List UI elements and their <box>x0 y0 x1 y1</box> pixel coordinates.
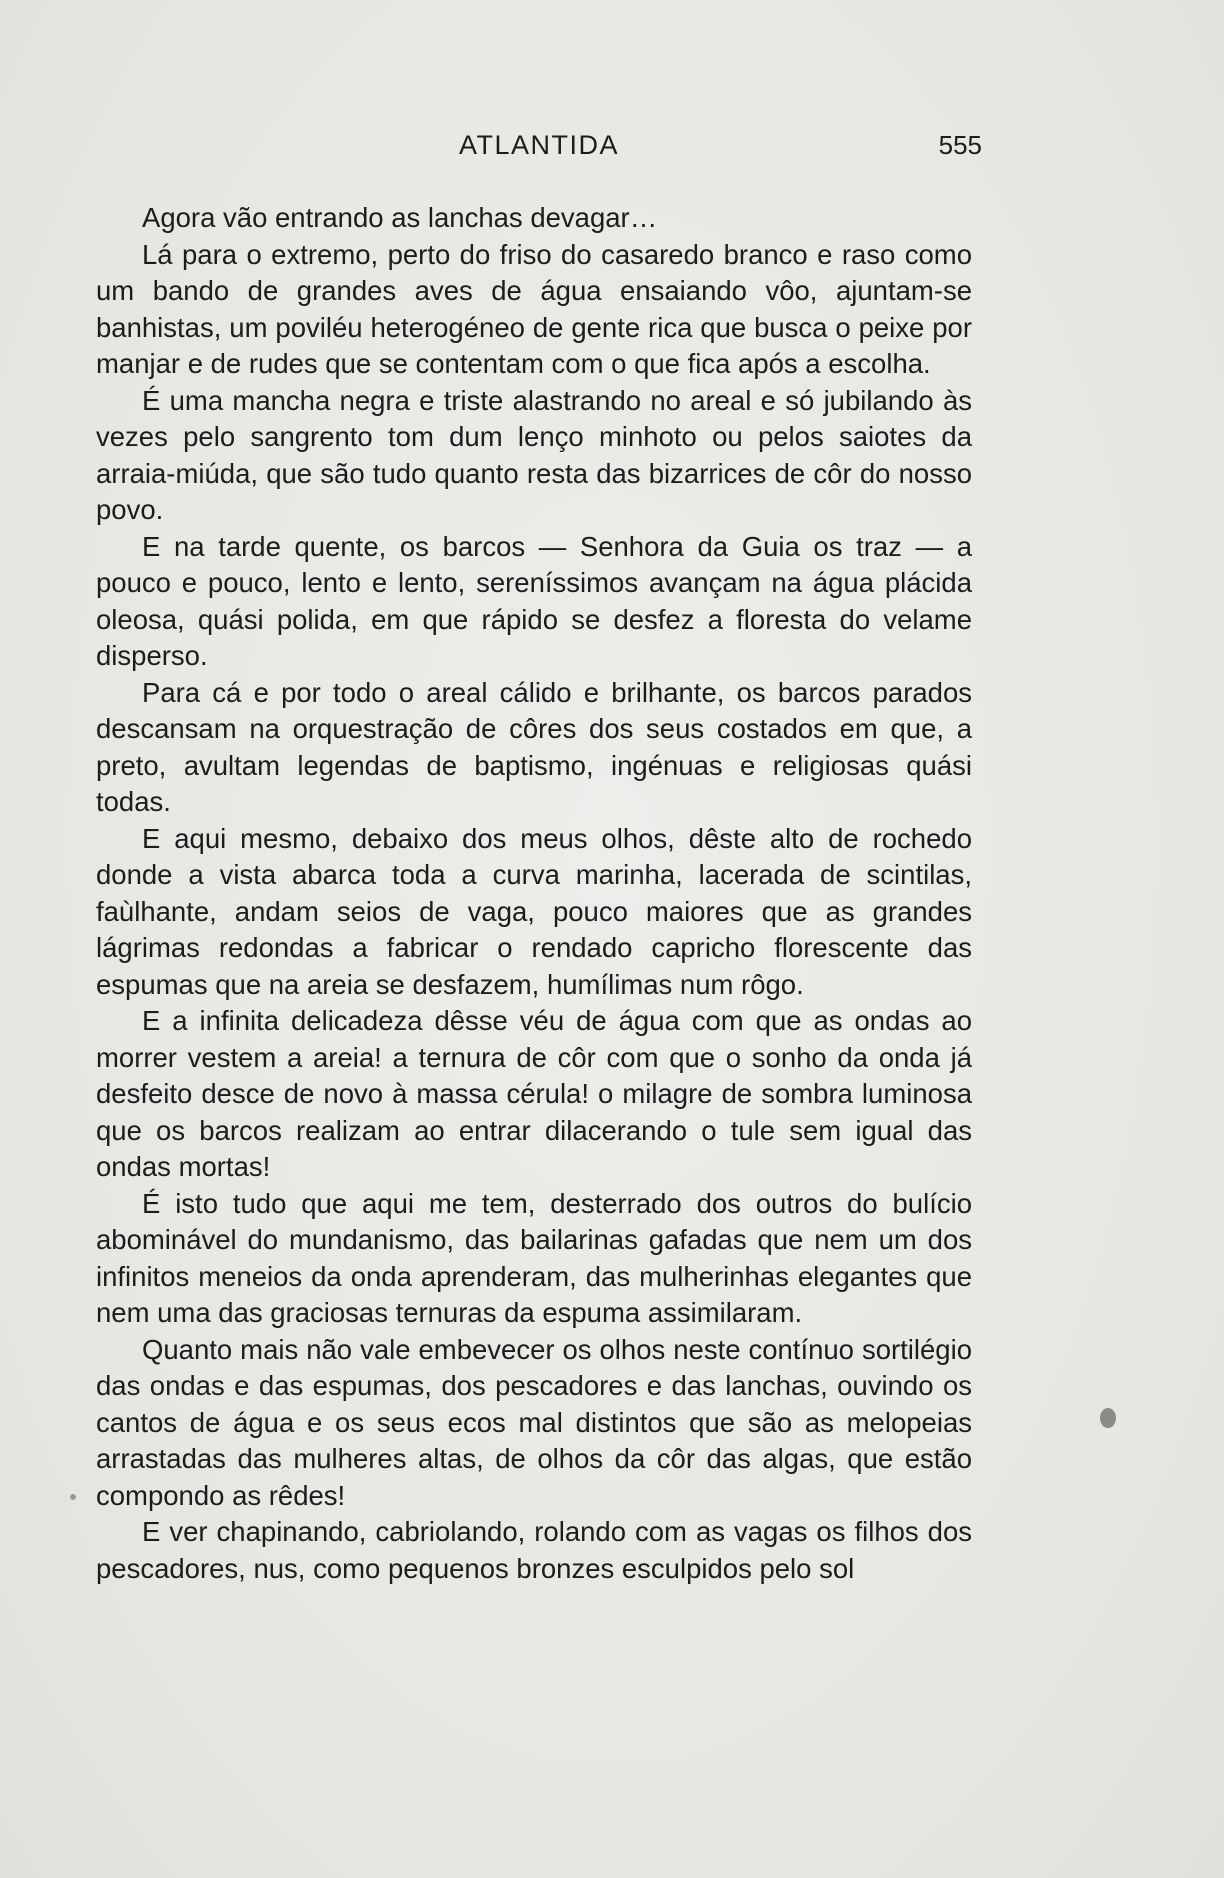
paragraph: É uma mancha negra e triste alastrando no areal e só jubilando às vezes pelo sangrento tom dum lenço minhoto ou pelos saiotes da arraia-miúda, que são tudo quanto resta das bizarrices de côr do nosso povo. <box>96 384 972 525</box>
paragraph: E aqui mesmo, debaixo dos meus olhos, dêste alto de rochedo donde a vista abarca toda a curva marinha, lacerada de scintilas, faùlhante, andam seios de vaga, pouco maiores que as grandes lágrimas redondas a fabricar o rendado capricho florescente das espumas que na areia se desfazem, humílimas num rôgo. <box>96 822 972 1000</box>
running-head <box>96 130 982 170</box>
paragraph: E a infinita delicadeza dêsse véu de água com que as ondas ao morrer vestem a areia! a ternura de côr com que o sonho da onda já desfeito desce de novo à massa cérula! o milagre de sombra luminosa que os barcos realizam ao entrar dilacerando o tule sem igual das ondas mortas! <box>96 1005 972 1182</box>
ink-spot <box>1100 1408 1116 1428</box>
paragraph: É isto tudo que aqui me tem, desterrado dos outros do bulício abominável do mundanismo, das bailarinas gafadas que nem um dos infinitos meneios da onda aprenderam, das mulherinhas elegantes que nem uma das graciosas ternuras da espuma assimilaram. <box>96 1187 972 1328</box>
paragraph: E na tarde quente, os barcos — Senhora da Guia os traz — a pouco e pouco, lento e lento, sereníssimos avançam na água plácida oleosa, quási polida, em que rápido se desfez a floresta do velame disperso. <box>96 530 972 671</box>
running-title: ATLANTIDA <box>458 130 620 160</box>
page-number: 555 <box>938 130 982 160</box>
ink-spot <box>70 1494 76 1500</box>
paragraph: Agora vão entrando as lanchas devagar… <box>142 202 658 233</box>
paragraph: Quanto mais não vale embevecer os olhos neste contínuo sortilégio das ondas e das espumas, dos pescadores e das lanchas, ouvindo os cantos de água e os seus ecos mal distintos que são as melopeias arrastadas das mulheres altas, de olhos da côr das algas, que estão compondo as rêdes! <box>96 1333 972 1511</box>
paragraph: Para cá e por todo o areal cálido e brilhante, os barcos parados descansam na orquestração de côres dos seus costados em que, a preto, avultam legendas de baptismo, ingénuas e religiosas quási todas. <box>96 676 972 817</box>
paragraph: E ver chapinando, cabriolando, rolando com as vagas os filhos dos pescadores, nus, como pequenos bronzes esculpidos pelo sol <box>96 1516 972 1584</box>
body-text <box>96 200 972 1587</box>
paragraph: Lá para o extremo, perto do friso do casaredo branco e raso como um bando de grandes aves de água ensaiando vôo, ajuntam-se banhistas, um poviléu heterogéneo de gente rica que busca o peixe por manjar e de rudes que se contentam com o que fica após a escolha. <box>96 238 972 379</box>
